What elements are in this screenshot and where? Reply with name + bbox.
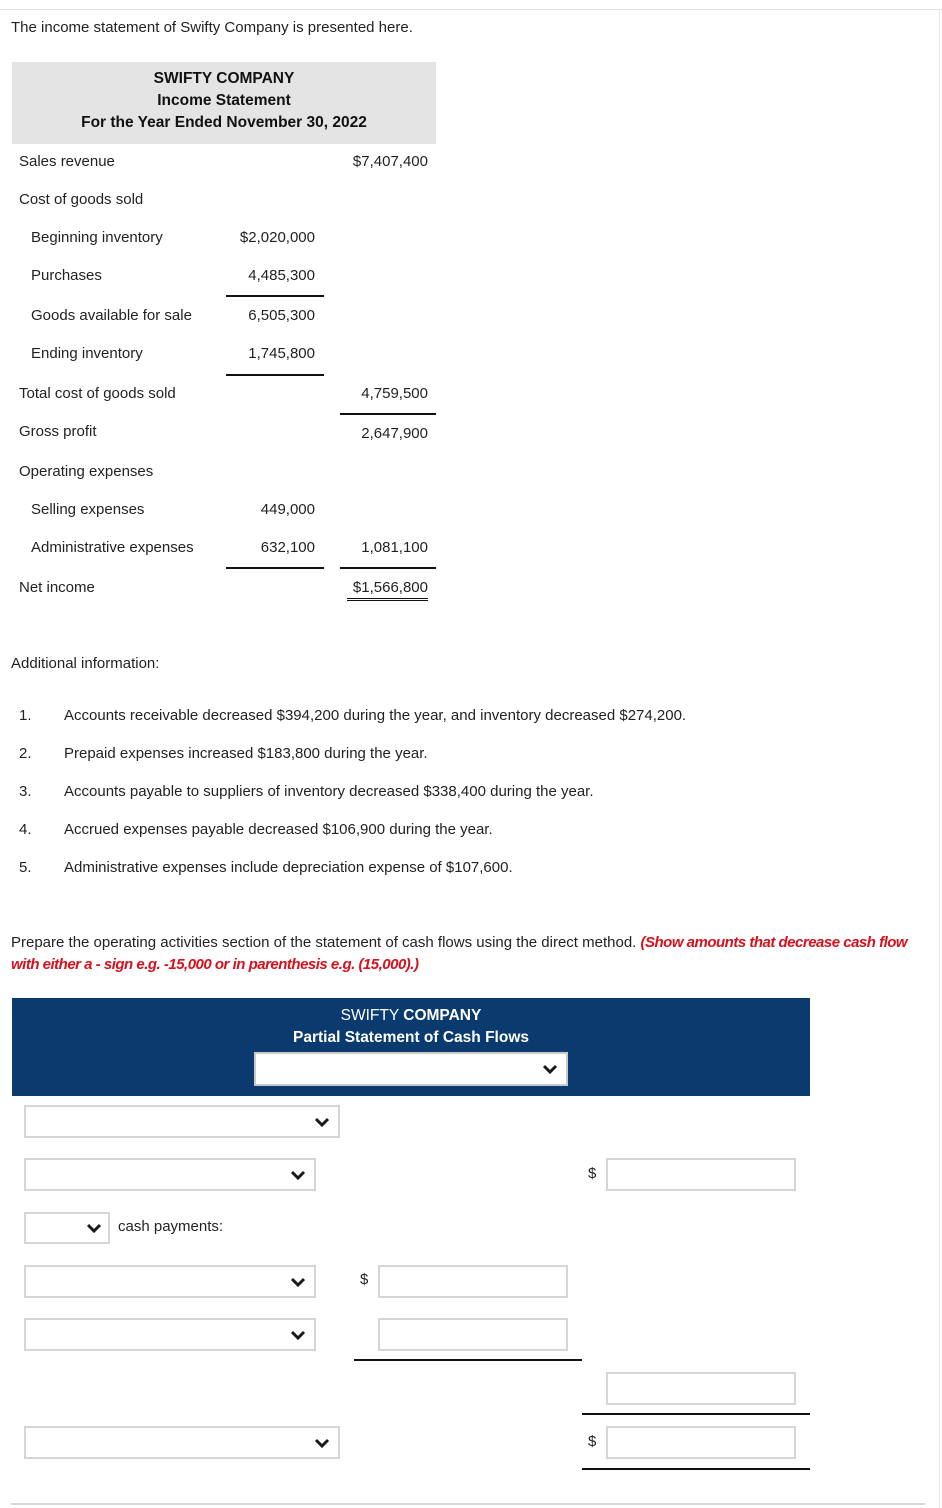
instruction-text: Prepare the operating activities section of the statement of cash flows using the direct method. xyxy=(11,934,637,951)
period-select[interactable] xyxy=(254,1052,568,1086)
right-divider xyxy=(939,9,940,1508)
sales-revenue-label: Sales revenue xyxy=(19,153,115,170)
instruction-note: (Show amounts that decrease cash flow with either a - sign e.g. -15,000 or in parenthesis e.g. (15,000).) xyxy=(11,934,908,973)
cash-flow-company xyxy=(12,1007,810,1025)
line-item-select-2[interactable] xyxy=(24,1158,316,1191)
administrative-expenses-amount: 632,100 xyxy=(260,539,315,556)
statement-period: For the Year Ended November 30, 2022 xyxy=(81,114,367,131)
underline xyxy=(226,295,324,297)
less-add-select[interactable] xyxy=(24,1212,110,1244)
cogs-label: Cost of goods sold xyxy=(19,191,144,208)
list-item: Prepaid expenses increased $183,800 during the year. xyxy=(64,745,428,762)
amount-input-2[interactable] xyxy=(378,1265,568,1298)
purchases-label: Purchases xyxy=(31,267,102,284)
list-item-number: 5. xyxy=(19,859,32,876)
chevron-down-icon xyxy=(314,1117,330,1127)
company-prefix: SWIFTY xyxy=(340,1007,399,1024)
line-item-select-4[interactable] xyxy=(24,1318,316,1351)
line-item-select-3[interactable] xyxy=(24,1265,316,1298)
company-suffix: COMPANY xyxy=(403,1007,482,1024)
list-item-number: 3. xyxy=(19,783,32,800)
list-item: Accounts payable to suppliers of inventory decreased $338,400 during the year. xyxy=(64,783,594,800)
additional-info-heading: Additional information: xyxy=(11,655,160,672)
double-underline xyxy=(347,598,428,601)
cash-payments-label: cash payments: xyxy=(118,1218,224,1235)
list-item-number: 2. xyxy=(19,745,32,762)
bottom-divider xyxy=(10,1503,926,1505)
list-item-number: 1. xyxy=(19,707,32,724)
ending-inventory-amount: 1,745,800 xyxy=(248,345,315,362)
goods-available-label: Goods available for sale xyxy=(31,307,192,324)
line-item-select-5[interactable] xyxy=(24,1426,340,1459)
ending-inventory-label: Ending inventory xyxy=(31,345,143,362)
total-cogs-amount: 4,759,500 xyxy=(361,385,428,402)
instruction xyxy=(11,932,911,976)
total-operating-expenses-amount: 1,081,100 xyxy=(361,539,428,556)
list-item-number: 4. xyxy=(19,821,32,838)
dollar-sign: $ xyxy=(588,1165,597,1182)
underline xyxy=(340,567,436,569)
dollar-sign: $ xyxy=(360,1271,369,1288)
chevron-down-icon xyxy=(290,1330,306,1340)
list-item: Administrative expenses include depreciation expense of $107,600. xyxy=(64,859,513,876)
operating-expenses-label: Operating expenses xyxy=(19,463,154,480)
net-income-amount: $1,566,800 xyxy=(352,579,428,596)
amount-input-4[interactable] xyxy=(606,1372,796,1405)
list-item: Accrued expenses payable decreased $106,900 during the year. xyxy=(64,821,493,838)
sales-revenue-amount: $7,407,400 xyxy=(352,153,428,170)
amount-input-1[interactable] xyxy=(606,1158,796,1191)
underline xyxy=(354,1359,582,1361)
chevron-down-icon xyxy=(314,1438,330,1448)
selling-expenses-label: Selling expenses xyxy=(31,501,145,518)
amount-input-3[interactable] xyxy=(378,1318,568,1351)
underline xyxy=(340,413,436,415)
cash-flow-title: Partial Statement of Cash Flows xyxy=(293,1029,529,1046)
total-cogs-label: Total cost of goods sold xyxy=(19,385,176,402)
dollar-sign: $ xyxy=(588,1433,597,1450)
gross-profit-amount: 2,647,900 xyxy=(361,425,428,442)
underline xyxy=(226,567,324,569)
cash-flow-header xyxy=(12,998,810,1096)
line-item-select-1[interactable] xyxy=(24,1105,340,1138)
amount-input-5[interactable] xyxy=(606,1426,796,1459)
income-statement-header xyxy=(12,62,436,144)
statement-title: Income Statement xyxy=(157,92,291,109)
top-divider xyxy=(0,9,942,10)
underline xyxy=(582,1413,810,1415)
underline xyxy=(226,374,324,376)
goods-available-amount: 6,505,300 xyxy=(248,307,315,324)
administrative-expenses-label: Administrative expenses xyxy=(31,539,194,556)
beginning-inventory-label: Beginning inventory xyxy=(31,229,163,246)
net-income-label: Net income xyxy=(19,579,95,596)
list-item: Accounts receivable decreased $394,200 during the year, and inventory decreased $274,200. xyxy=(64,707,687,724)
underline xyxy=(582,1468,810,1470)
chevron-down-icon xyxy=(290,1277,306,1287)
intro-text: The income statement of Swifty Company is presented here. xyxy=(11,19,413,36)
purchases-amount: 4,485,300 xyxy=(248,267,315,284)
company-name: SWIFTY COMPANY xyxy=(153,70,295,87)
gross-profit-label: Gross profit xyxy=(19,423,97,440)
selling-expenses-amount: 449,000 xyxy=(260,501,315,518)
chevron-down-icon xyxy=(290,1170,306,1180)
chevron-down-icon xyxy=(542,1064,558,1074)
beginning-inventory-amount: $2,020,000 xyxy=(239,229,315,246)
chevron-down-icon xyxy=(86,1223,102,1233)
